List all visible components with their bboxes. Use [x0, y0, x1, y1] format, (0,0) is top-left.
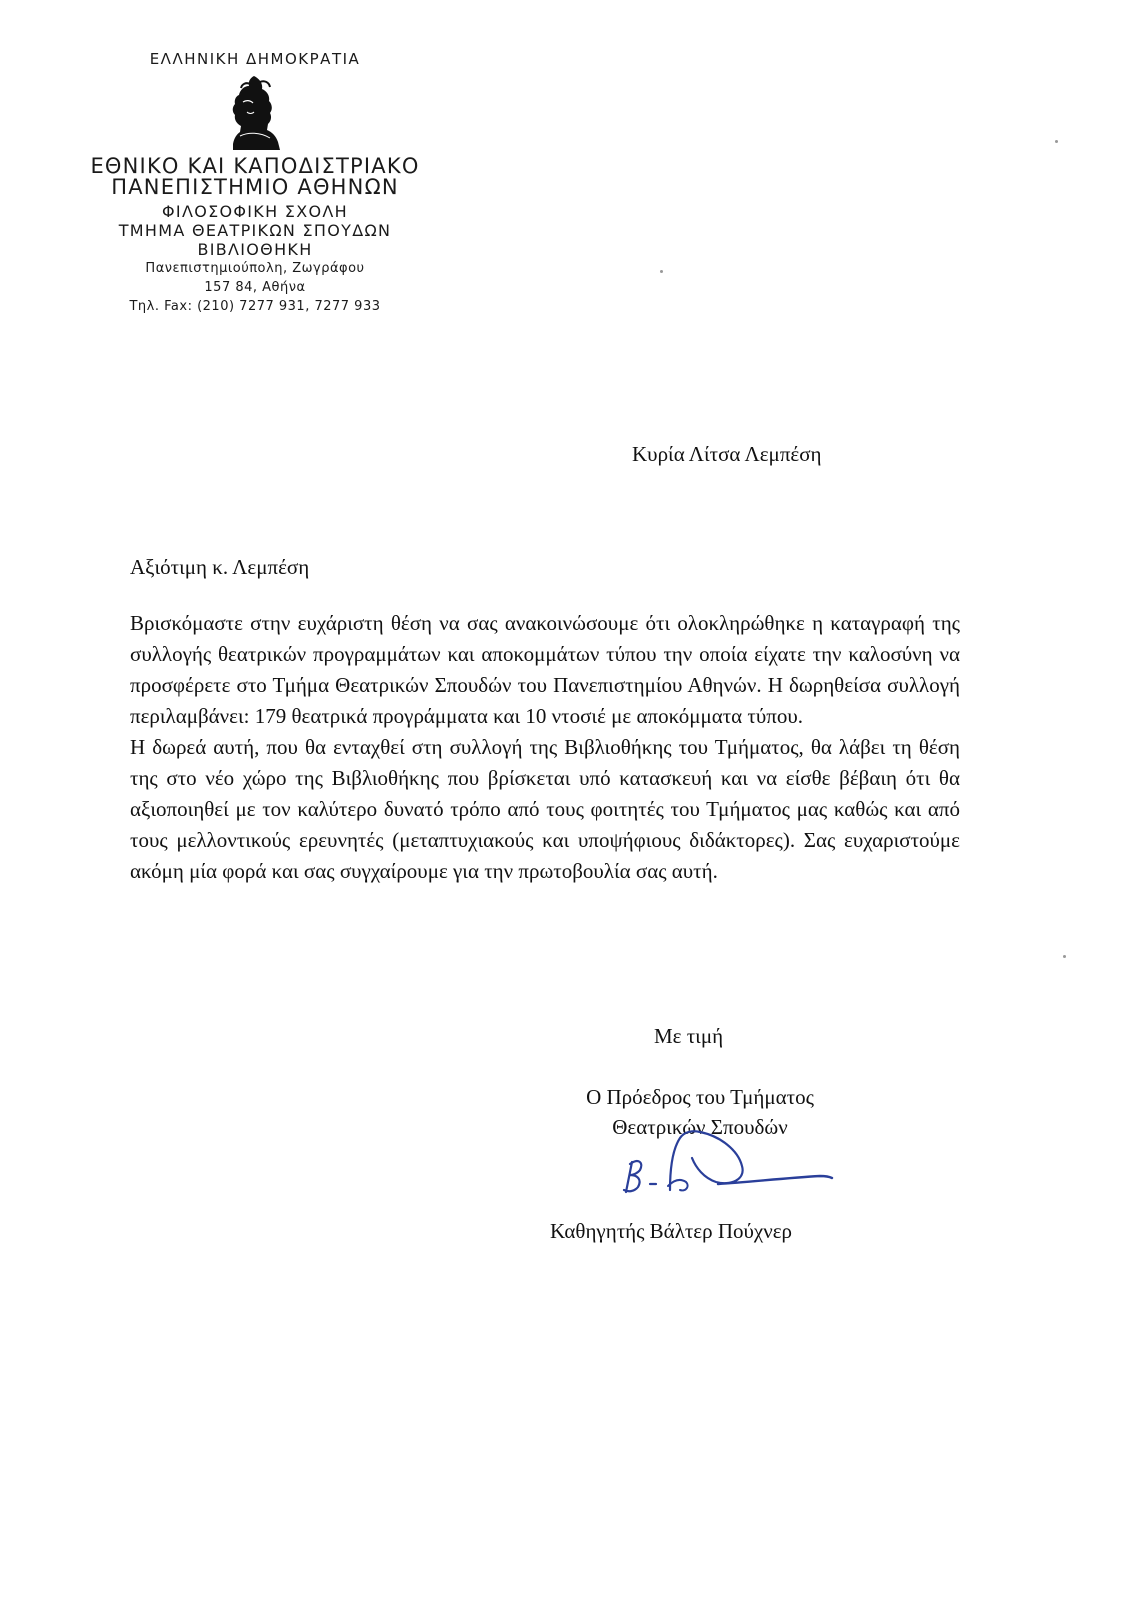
signatory-title-line1: Ο Πρόεδρος του Τμήματος: [586, 1085, 814, 1109]
letterhead-address-line2: 157 84, Αθήνα: [204, 280, 306, 295]
letterhead-country: ΕΛΛΗΝΙΚΗ ΔΗΜΟΚΡΑΤΙΑ: [149, 50, 361, 68]
salutation: Αξιότιμη κ. Λεμπέση: [130, 555, 310, 579]
letterhead-department: ΤΜΗΜΑ ΘΕΑΤΡΙΚΩΝ ΣΠΟΥΔΩΝ: [118, 221, 392, 240]
recipient-name: Κυρία Λίτσα Λεμπέση: [632, 442, 822, 466]
closing: Με τιμή: [654, 1024, 724, 1048]
scan-speck: [1063, 955, 1066, 958]
body-paragraph-2: Η δωρεά αυτή, που θα ενταχθεί στη συλλογή της Βιβλιοθήκης του Τμήματος, θα λάβει τη θέση της στο νέο χώρο της Βιβλιοθήκης που βρίσκεται υπό κατασκευή και να είσθε βέβαιη ότι θα αξιοποιηθεί με τον καλύτερο δυνατό τρόπο από τους φοιτητές του Τμήματος μας καθώς και από τους μελλοντικούς ερευνητές (μεταπτυχιακούς και υποψήφιους διδάκτορες). Σας ευχαριστούμε ακόμη μία φορά και σας συγχαίρουμε για την πρωτοβουλία σας αυτή.: [130, 735, 960, 883]
letterhead-phone: Τηλ. Fax: (210) 7277 931, 7277 933: [129, 299, 381, 314]
scan-speck: [660, 270, 663, 273]
letterhead-address-line1: Πανεπιστημιούπολη, Ζωγράφου: [145, 261, 365, 276]
letterhead-university-line2: ΠΑΝΕΠΙΣΤΗΜΙΟ ΑΘΗΝΩΝ: [111, 175, 399, 199]
body-paragraph-1: Βρισκόμαστε στην ευχάριστη θέση να σας ανακοινώσουμε ότι ολοκληρώθηκε η καταγραφή της συλλογής θεατρικών προγραμμάτων και αποκομμάτων τύπου την οποία είχατε την καλοσύνη να προσφέρετε στο Τμήμα Θεατρικών Σπουδών του Πανεπιστημίου Αθηνών. Η δωρηθείσα συλλογή περιλαμβάνει: 179 θεατρικά προγράμματα και 10 ντοσιέ με αποκόμματα τύπου.: [130, 611, 960, 728]
letterhead: [40, 50, 470, 316]
letterhead-school: ΦΙΛΟΣΟΦΙΚΗ ΣΧΟΛΗ: [162, 202, 348, 221]
letter-body: [130, 608, 960, 887]
signer-name: Καθηγητής Βάλτερ Πούχνερ: [550, 1219, 793, 1243]
scan-speck: [1055, 140, 1058, 143]
handwritten-signature-icon: [600, 1120, 840, 1210]
letterhead-unit: ΒΙΒΛΙΟΘΗΚΗ: [197, 240, 313, 259]
letterhead-university-line1: ΕΘΝΙΚΟ ΚΑΙ ΚΑΠΟΔΙΣΤΡΙΑΚΟ: [90, 154, 420, 178]
athena-head-emblem-icon: [220, 72, 290, 152]
signatory-title-line2: Θεατρικών Σπουδών: [612, 1115, 788, 1139]
